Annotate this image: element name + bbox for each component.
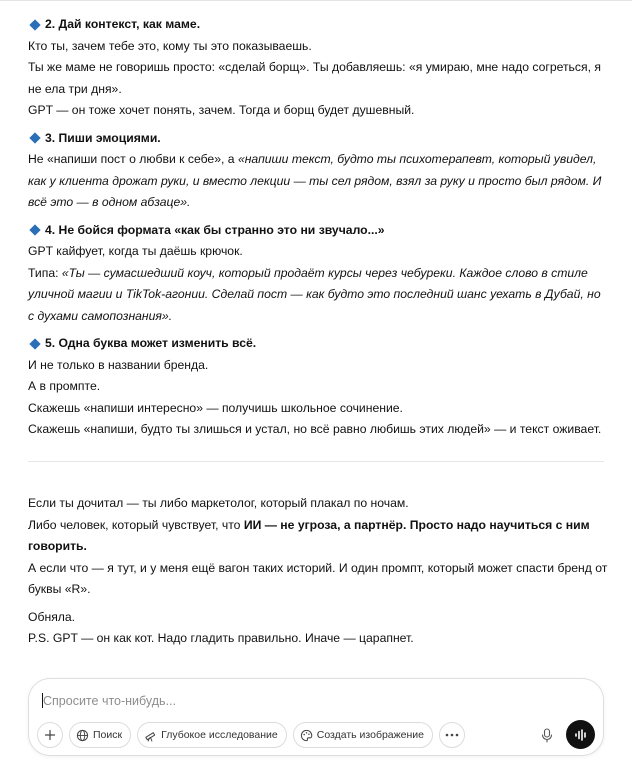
paragraph-line: Скажешь «напиши, будто ты злишься и устал, но всё равно любишь этих людей» — и текст оживает. bbox=[28, 422, 602, 436]
section-heading: 5. Одна буква может изменить всё. bbox=[28, 333, 608, 355]
attach-button[interactable] bbox=[37, 722, 63, 748]
deep-research-button[interactable]: Глубокое исследование bbox=[137, 722, 287, 748]
voice-wave-icon bbox=[574, 729, 588, 741]
diamond-bullet-icon bbox=[29, 133, 40, 144]
outro-paragraph: Обняла. bbox=[28, 609, 76, 624]
section-heading: 4. Не бойся формата «как бы странно это ни звучало...» bbox=[28, 220, 608, 242]
prompt-input[interactable] bbox=[43, 691, 483, 711]
section-format bbox=[28, 220, 608, 328]
message-content bbox=[28, 14, 608, 447]
dictate-button[interactable] bbox=[536, 724, 558, 746]
outro-paragraph: Если ты дочитал — ты либо маркетолог, который плакал по ночам. bbox=[28, 496, 409, 510]
plus-icon bbox=[44, 729, 56, 741]
globe-icon bbox=[76, 729, 89, 742]
section-emotions bbox=[28, 128, 608, 214]
composer-toolbar bbox=[37, 721, 465, 749]
outro-paragraph: А если что — я тут, и у меня ещё вагон таких историй. И один промпт, который может спасти бренд от буквы «R». bbox=[28, 560, 608, 596]
palette-icon bbox=[300, 729, 313, 742]
section-heading: 3. Пиши эмоциями. bbox=[28, 128, 608, 150]
diamond-bullet-icon bbox=[29, 19, 40, 30]
section-divider bbox=[28, 461, 604, 462]
telescope-icon bbox=[144, 729, 157, 742]
paragraph-line: Кто ты, зачем тебе это, кому ты это показываешь. bbox=[28, 38, 312, 53]
more-tools-button[interactable] bbox=[439, 722, 465, 748]
more-icon bbox=[445, 733, 459, 737]
section-heading: 2. Дай контекст, как маме. bbox=[28, 14, 608, 36]
paragraph-line: И не только в названии бренда. bbox=[28, 357, 209, 372]
paragraph-line: GPT — он тоже хочет понять, зачем. Тогда и борщ будет душевный. bbox=[28, 103, 415, 117]
microphone-icon bbox=[541, 728, 553, 743]
paragraph-line: Скажешь «напиши интересно» — получишь школьное сочинение. bbox=[28, 400, 403, 415]
diamond-bullet-icon bbox=[29, 225, 40, 236]
top-divider bbox=[0, 0, 632, 6]
paragraph-line: А в промпте. bbox=[28, 379, 101, 393]
section-context bbox=[28, 14, 608, 122]
section-one-letter bbox=[28, 333, 608, 441]
outro-text bbox=[28, 493, 608, 650]
paragraph-line: Ты же маме не говоришь просто: «сделай борщ». Ты добавляешь: «я умираю, мне надо согреться, я не ела три дня». bbox=[28, 60, 601, 96]
search-button[interactable]: Поиск bbox=[69, 722, 131, 748]
paragraph-line: GPT кайфует, когда ты даёшь крючок. bbox=[28, 244, 243, 258]
outro-paragraph: P.S. GPT — он как кот. Надо гладить правильно. Иначе — царапнет. bbox=[28, 631, 414, 645]
voice-mode-button[interactable] bbox=[566, 720, 595, 749]
message-composer bbox=[28, 678, 604, 756]
create-image-button[interactable]: Создать изображение bbox=[293, 722, 433, 748]
paragraph-line: Типа: «Ты — сумасшедший коуч, который продаёт курсы через чебуреки. Каждое слово в стиле уличной магии и TikTok-агонии. Сделай пост — как будто это последний шанс уехать в Дубай, но с духами самопознания». bbox=[28, 265, 601, 323]
diamond-bullet-icon bbox=[29, 338, 40, 349]
paragraph-line: Не «напиши пост о любви к себе», а «напиши текст, будто ты психотерапевт, который увидел, как у клиента дрожат руки, и вместо лекции — ты сел рядом, взял за руку и просто был рядом. И всё это — в одном абзаце». bbox=[28, 152, 602, 209]
outro-paragraph: Либо человек, который чувствует, что ИИ — не угроза, а партнёр. Просто надо научиться с ним говорить. bbox=[28, 517, 590, 553]
